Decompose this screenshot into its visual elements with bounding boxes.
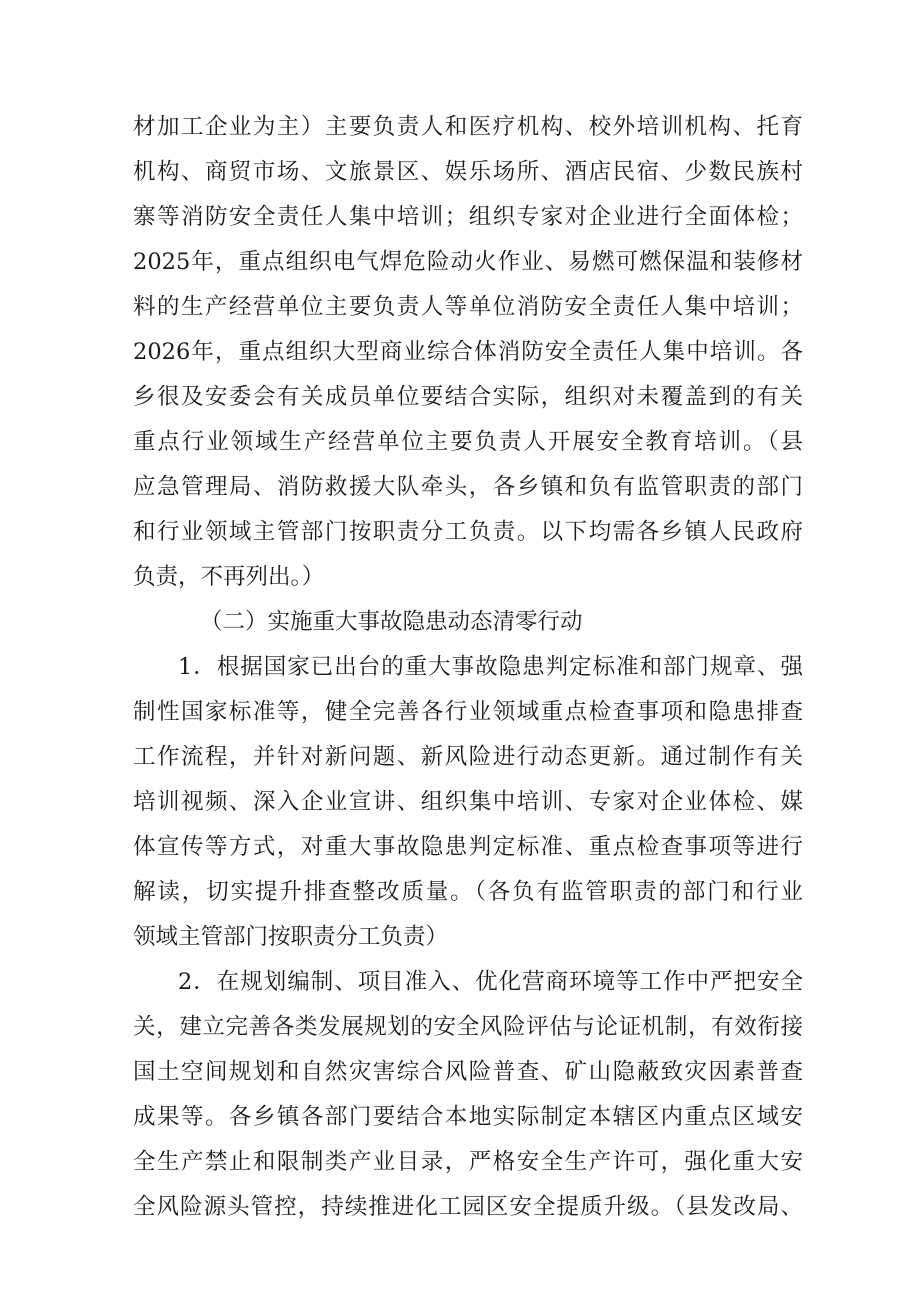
document-body (133, 105, 803, 1230)
text-line: 应急管理局、消防救援大队牵头，各乡镇和负有监管职责的部门 (133, 474, 803, 500)
continuation-paragraph (133, 105, 803, 600)
text-line: 成果等。各乡镇各部门要结合本地实际制定本辖区内重点区域安 (133, 1104, 803, 1130)
text-line: 机构、商贸市场、文旅景区、娱乐场所、酒店民宿、少数民族村 (133, 159, 803, 185)
text-line: 负责，不再列出。） (133, 564, 325, 590)
text-line: 领域主管部门按职责分工负责） (133, 924, 449, 950)
text-line: 国土空间规划和自然灾害综合风险普查、矿山隐蔽致灾因素普查 (133, 1059, 803, 1085)
text-line: 料的生产经营单位主要负责人等单位消防安全责任人集中培训； (133, 294, 803, 320)
item-1-paragraph (133, 645, 803, 960)
text-line: 2026年，重点组织大型商业综合体消防安全责任人集中培训。各 (133, 339, 803, 365)
section-heading-paragraph (133, 600, 803, 645)
section-heading: （二）实施重大事故隐患动态清零行动 (200, 609, 583, 635)
text-line: 1．根据国家已出台的重大事故隐患判定标准和部门规章、强 (178, 654, 803, 680)
text-line: 解读，切实提升排查整改质量。（各负有监管职责的部门和行业 (133, 879, 803, 905)
text-line: 体宣传等方式，对重大事故隐患判定标准、重点检查事项等进行 (133, 834, 803, 860)
text-line: 重点行业领域生产经营单位主要负责人开展安全教育培训。（县 (133, 429, 803, 455)
text-line: 2．在规划编制、项目准入、优化营商环境等工作中严把安全 (178, 969, 803, 995)
text-line: 培训视频、深入企业宣讲、组织集中培训、专家对企业体检、媒 (133, 789, 803, 815)
text-line: 关，建立完善各类发展规划的安全风险评估与论证机制，有效衔接 (133, 1014, 803, 1040)
text-line: 制性国家标准等，健全完善各行业领域重点检查事项和隐患排查 (133, 699, 803, 725)
text-line: 材加工企业为主）主要负责人和医疗机构、校外培训机构、托育 (133, 114, 803, 140)
item-2-paragraph (133, 960, 803, 1230)
text-line: 全风险源头管控，持续推进化工园区安全提质升级。（县发改局、 (133, 1194, 803, 1220)
text-line: 工作流程，并针对新问题、新风险进行动态更新。通过制作有关 (133, 744, 803, 770)
text-line: 2025年，重点组织电气焊危险动火作业、易燃可燃保温和装修材 (133, 249, 803, 275)
text-line: 乡很及安委会有关成员单位要结合实际，组织对未覆盖到的有关 (133, 384, 803, 410)
text-line: 全生产禁止和限制类产业目录，严格安全生产许可，强化重大安 (133, 1149, 803, 1175)
text-line: 寨等消防安全责任人集中培训；组织专家对企业进行全面体检； (133, 204, 803, 230)
text-line: 和行业领域主管部门按职责分工负责。以下均需各乡镇人民政府 (133, 519, 803, 545)
